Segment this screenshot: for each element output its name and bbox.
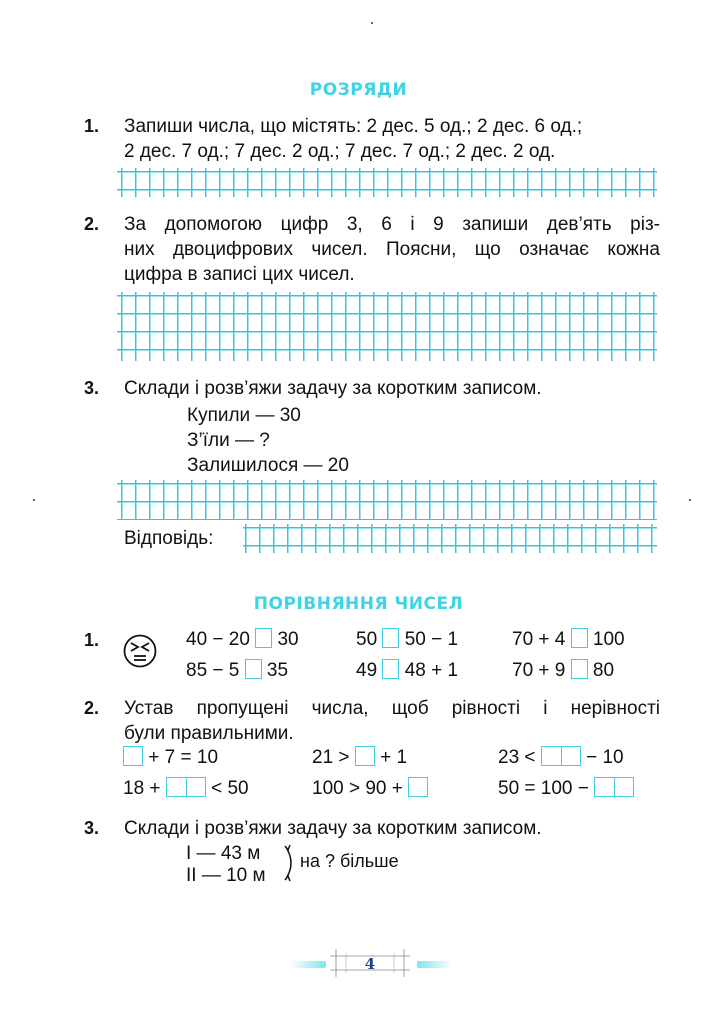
expr-right: 50 − 1 (404, 629, 459, 650)
answer-grid[interactable] (117, 480, 657, 520)
task-text (124, 696, 660, 746)
text-line: II — 10 м (186, 865, 266, 886)
task-number: 3. (84, 818, 100, 838)
task-text: Склади і розв’яжи задачу за коротким записом. (124, 818, 542, 839)
expr-text: 23 < (498, 747, 536, 768)
expr-right: 80 (592, 660, 615, 681)
task-text (124, 212, 660, 287)
expr-text: 100 > 90 + (312, 778, 403, 799)
text-line: Устав пропущені числа, щоб рівності і нерівності (124, 698, 660, 719)
equation (123, 777, 249, 800)
text-line: За допомогою цифр 3, 6 і 9 запиши дев’ять різ- (124, 214, 660, 235)
task-number: 3. (84, 378, 100, 398)
text-line: цифра в записі цих чисел. (124, 264, 355, 285)
answer-box[interactable] (571, 628, 588, 648)
answer-grid[interactable] (117, 292, 657, 361)
answer-grid[interactable] (243, 524, 657, 553)
expr-text: + 7 = 10 (148, 747, 219, 768)
page-number: 4 (364, 955, 376, 973)
bracket-note: на ? більше (300, 851, 399, 871)
answer-box[interactable] (245, 659, 262, 679)
task-text: Склади і розв’яжи задачу за коротким записом. (124, 378, 542, 399)
answer-grid[interactable] (117, 168, 657, 197)
expr-text: < 50 (211, 778, 249, 799)
answer-box[interactable] (571, 659, 588, 679)
answer-box[interactable] (255, 628, 272, 648)
expr-right: 48 + 1 (404, 660, 459, 681)
text-line: Запиши числа, що містять: 2 дес. 5 од.; 2 дес. 6 од.; (124, 116, 583, 137)
short-record (187, 403, 349, 478)
text-line: З’їли — ? (187, 430, 270, 451)
answer-box[interactable] (355, 746, 375, 766)
equation (498, 777, 634, 800)
comparison (356, 659, 458, 682)
expr-left: 40 − 20 (186, 629, 250, 650)
task-number: 1. (84, 630, 100, 650)
task-number: 2. (84, 698, 100, 718)
section-title: ПОРІВНЯННЯ ЧИСЕЛ (253, 594, 464, 614)
answer-box[interactable] (166, 777, 206, 797)
comparison (356, 628, 458, 651)
answer-label: Відповідь: (124, 528, 214, 549)
answer-box[interactable] (382, 659, 399, 679)
expr-right: 30 (277, 629, 299, 650)
comparison (186, 659, 288, 682)
text-line: I — 43 м (186, 843, 261, 864)
expr-left: 70 + 9 (512, 660, 566, 681)
answer-box[interactable] (408, 777, 428, 797)
task-number: 1. (84, 116, 100, 136)
compare-signs-icon (122, 633, 158, 674)
expr-right: 100 (592, 629, 625, 650)
expr-right: 35 (266, 660, 289, 681)
bracket-arrow-icon (284, 843, 298, 888)
answer-box[interactable] (382, 628, 399, 648)
text-line: були правильними. (124, 723, 294, 744)
footer-decor (290, 961, 326, 968)
task-text (124, 114, 664, 164)
speck (33, 499, 35, 501)
expr-left: 50 (356, 629, 378, 650)
equation (312, 746, 407, 769)
answer-box[interactable] (541, 746, 581, 766)
footer-decor (417, 961, 453, 968)
expr-text: 50 = 100 − (498, 778, 589, 799)
comparison (186, 628, 299, 651)
short-record (186, 843, 266, 887)
text-line: Залишилося — 20 (187, 455, 349, 476)
expr-text: 18 + (123, 778, 161, 799)
speck (371, 22, 373, 24)
equation (123, 746, 218, 769)
section-title: РОЗРЯДИ (309, 80, 408, 100)
text-line: 2 дес. 7 од.; 7 дес. 2 од.; 7 дес. 7 од.; 2 дес. 2 од. (124, 141, 556, 162)
expr-left: 85 − 5 (186, 660, 240, 681)
comparison (512, 659, 614, 682)
equation (498, 746, 624, 769)
expr-text: 21 > (312, 747, 350, 768)
expr-left: 70 + 4 (512, 629, 566, 650)
answer-box[interactable] (123, 746, 143, 766)
expr-text: + 1 (380, 747, 408, 768)
comparison (512, 628, 625, 651)
expr-text: − 10 (586, 747, 624, 768)
speck (689, 499, 691, 501)
answer-box[interactable] (594, 777, 634, 797)
expr-left: 49 (356, 660, 378, 681)
task-number: 2. (84, 214, 100, 234)
text-line: них двоцифрових чисел. Поясни, що означає кожна (124, 239, 660, 260)
equation (312, 777, 428, 800)
text-line: Купили — 30 (187, 405, 301, 426)
